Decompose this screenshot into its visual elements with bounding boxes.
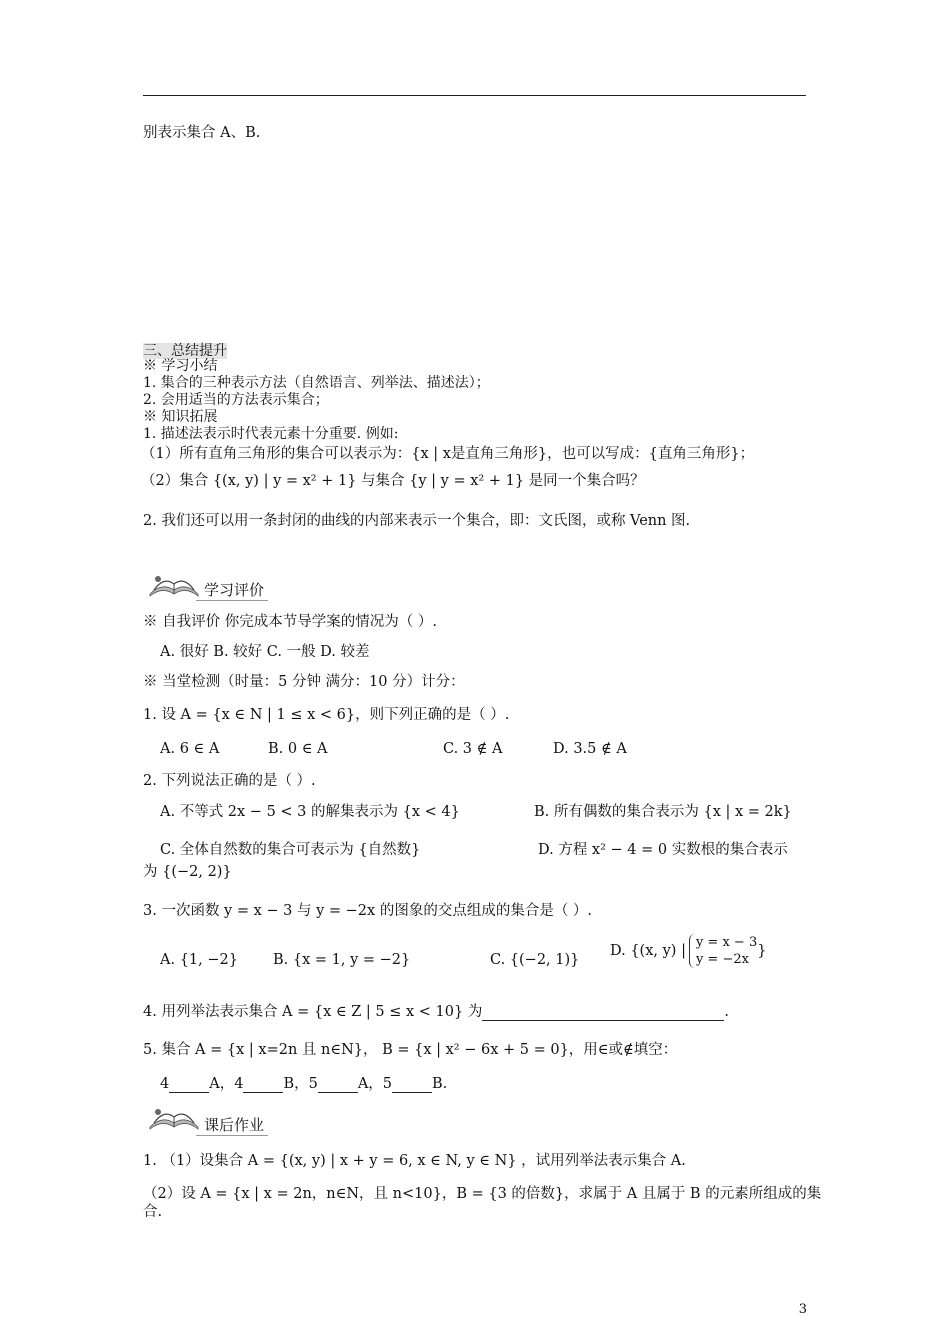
q3-option-c: C. {(−2, 1)} xyxy=(490,952,580,968)
q5-part-2: A，4 xyxy=(209,1076,244,1092)
q3-d-eq2: y = −2x xyxy=(695,952,749,967)
book-icon xyxy=(148,1105,200,1135)
question-3: 3. 一次函数 y = x − 3 与 y = −2x 的图象的交点组成的集合是（ ）. xyxy=(143,903,593,919)
q5-blank-4[interactable] xyxy=(392,1092,432,1093)
q5-fill-row xyxy=(160,1075,447,1093)
q2-option-d-cont: 为 {(−2, 2)} xyxy=(143,864,232,880)
evaluation-title: 学习评价 xyxy=(196,580,268,601)
question-1: 1. 设 A = {x ∈ N | 1 ≤ x < 6}，则下列正确的是（ ）. xyxy=(143,707,510,723)
header-rule xyxy=(143,95,806,96)
q5-part-4: A，5 xyxy=(357,1076,393,1092)
quiz-heading: ※ 当堂检测（时量：5 分钟 满分：10 分）计分： xyxy=(143,674,465,690)
expand-item-1: 1. 描述法表示时代表元素十分重要. 例如: xyxy=(143,426,399,442)
question-2: 2. 下列说法正确的是（ ）. xyxy=(143,773,316,789)
q3-option-d xyxy=(610,934,766,968)
q5-part-3: B，5 xyxy=(283,1076,318,1092)
top-line: 别表示集合 A、B. xyxy=(143,125,261,141)
q2-option-a: A. 不等式 2x − 5 < 3 的解集表示为 {x < 4} xyxy=(160,804,460,820)
homework-2: （2）设 A = {x | x = 2n，n∈N，且 n<10}，B = {3 的倍数}，求属于 A 且属于 B 的元素所组成的集 xyxy=(143,1186,822,1202)
question-4 xyxy=(143,1003,729,1021)
expand-item-2: 2. 我们还可以用一条封闭的曲线的内部来表示一个集合，即：文氏图，或称 Venn 图. xyxy=(143,513,691,529)
q2-option-b: B. 所有偶数的集合表示为 {x | x = 2k} xyxy=(534,804,792,820)
q3-d-prefix: D. {(x, y) | xyxy=(610,943,686,959)
q3-option-b: B. {x = 1, y = −2} xyxy=(273,952,411,968)
q1-option-d: D. 3.5 ∉ A xyxy=(553,741,627,757)
self-eval-options: A. 很好 B. 较好 C. 一般 D. 较差 xyxy=(160,644,370,660)
q5-blank-3[interactable] xyxy=(318,1092,358,1093)
self-eval: ※ 自我评价 你完成本节导学案的情况为（ ）. xyxy=(143,614,437,630)
summary-item-2: 2. 会用适当的方法表示集合； xyxy=(143,392,329,408)
q5-blank-1[interactable] xyxy=(169,1092,209,1093)
q4-suffix: . xyxy=(724,1004,729,1020)
study-summary-label: ※ 学习小结 xyxy=(143,358,218,374)
book-icon xyxy=(148,572,200,602)
homework-1: 1. （1）设集合 A = {(x, y) | x + y = 6, x ∈ N, y ∈ N} ，试用列举法表示集合 A. xyxy=(143,1153,686,1169)
summary-item-1: 1. 集合的三种表示方法（自然语言、列举法、描述法）； xyxy=(143,375,490,391)
question-5: 5. 集合 A = {x | x=2n 且 n∈N}， B = {x | x² − 6x + 5 = 0}，用∈或∉填空： xyxy=(143,1042,678,1058)
q2-option-d: D. 方程 x² − 4 = 0 实数根的集合表示 xyxy=(538,842,788,858)
q5-part-5: B. xyxy=(432,1076,448,1092)
q5-part-1: 4 xyxy=(160,1076,170,1092)
q3-d-eq1: y = x − 3 xyxy=(695,935,758,950)
q1-option-b: B. 0 ∈ A xyxy=(268,741,328,757)
q3-d-system xyxy=(689,934,757,968)
summary-heading: 三、总结提升 xyxy=(143,343,227,359)
q1-option-c: C. 3 ∉ A xyxy=(443,741,503,757)
q3-option-a: A. {1, −2} xyxy=(160,952,238,968)
q4-answer-blank[interactable] xyxy=(482,1020,724,1021)
q3-d-suffix: } xyxy=(757,943,767,959)
expand-item-1a: （1）所有直角三角形的集合可以表示为：{x | x是直角三角形}，也可以写成：{直角三角形}； xyxy=(141,446,755,462)
q2-option-c: C. 全体自然数的集合可表示为 {自然数} xyxy=(160,842,421,858)
homework-title: 课后作业 xyxy=(196,1115,268,1136)
homework-2-cont: 合. xyxy=(143,1204,163,1220)
page-number: 3 xyxy=(798,1302,807,1317)
expand-item-1b: （2）集合 {(x, y) | y = x² + 1} 与集合 {y | y = x² + 1} 是同一个集合吗？ xyxy=(141,473,645,489)
q1-option-a: A. 6 ∈ A xyxy=(160,741,220,757)
q4-prefix: 4. 用列举法表示集合 A = {x ∈ Z | 5 ≤ x < 10} 为 xyxy=(143,1004,483,1020)
q5-blank-2[interactable] xyxy=(243,1092,283,1093)
knowledge-expand-label: ※ 知识拓展 xyxy=(143,409,218,425)
